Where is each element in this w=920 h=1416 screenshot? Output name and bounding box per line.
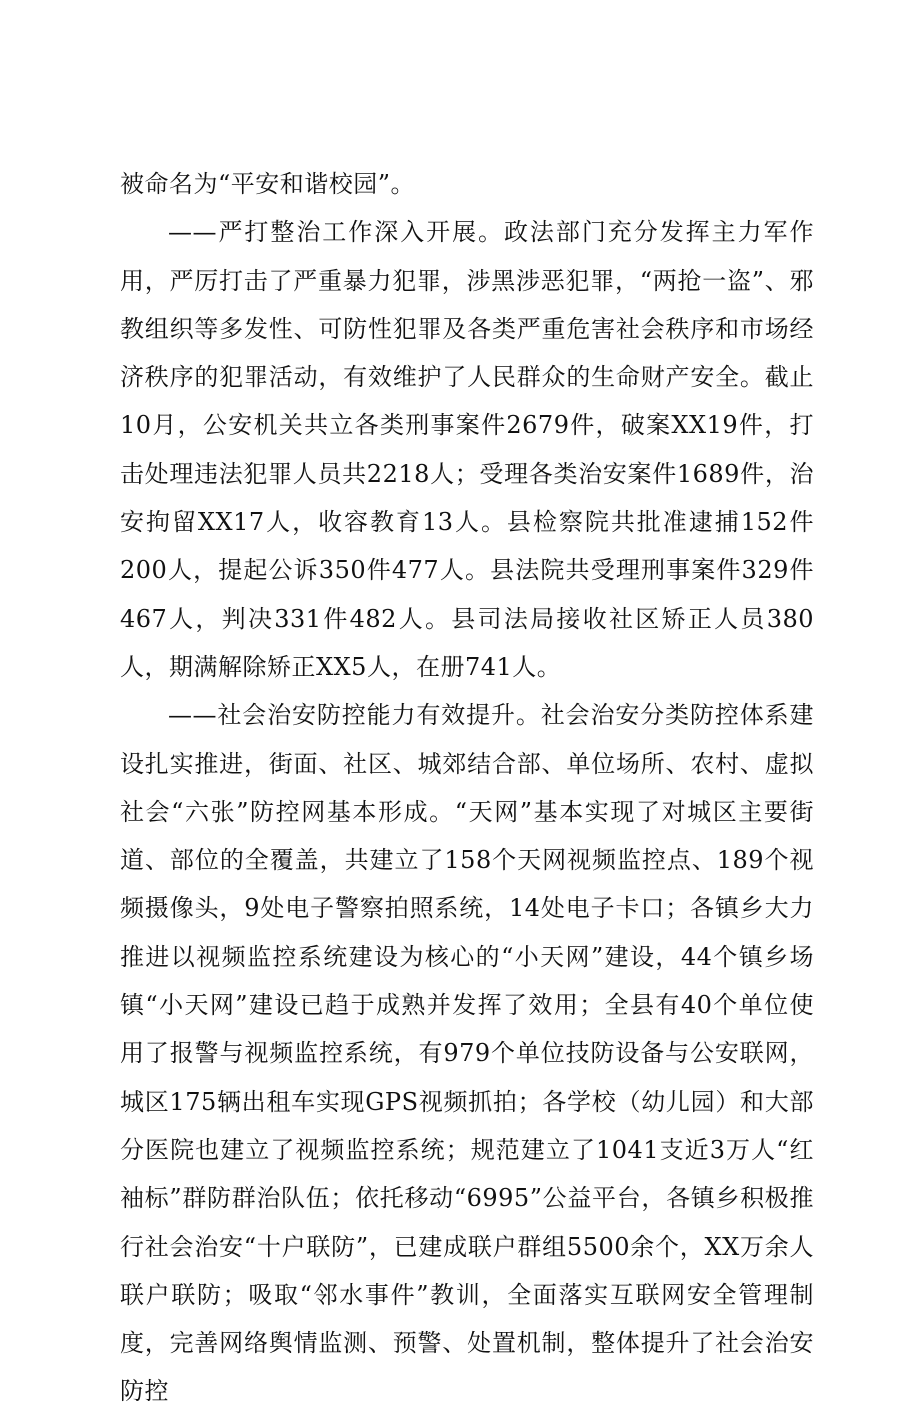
- paragraph-prevention: ——社会治安防控能力有效提升。社会治安分类防控体系建设扎实推进，街面、社区、城郊结合部、单位场所、农村、虚拟社会“六张”防控网基本形成。“天网”基本实现了对城区主要街道、部位的全覆盖，共建立了158个天网视频监控点、189个视频摄像头，9处电子警察拍照系统，14处电子卡口；各镇乡大力推进以视频监控系统建设为核心的“小天网”建设，44个镇乡场镇“小天网”建设已趋于成熟并发挥了效用；全县有40个单位使用了报警与视频监控系统，有979个单位技防设备与公安联网，城区175辆出租车实现GPS视频抓拍；各学校（幼儿园）和大部分医院也建立了视频监控系统；规范建立了1041支近3万人“红袖标”群防群治队伍；依托移动“6995”公益平台，各镇乡积极推行社会治安“十户联防”，已建成联户群组5500余个，XX万余人联户联防；吸取“邻水事件”教训，全面落实互联网安全管理制度，完善网络舆情监测、预警、处置机制，整体提升了社会治安防控: [120, 701, 814, 1406]
- document-body: [120, 160, 814, 1416]
- paragraph-continuation: 被命名为“平安和谐校园”。: [120, 170, 416, 198]
- paragraph-crackdown: ——严打整治工作深入开展。政法部门充分发挥主力军作用，严厉打击了严重暴力犯罪，涉黑涉恶犯罪，“两抢一盗”、邪教组织等多发性、可防性犯罪及各类严重危害社会秩序和市场经济秩序的犯罪活动，有效维护了人民群众的生命财产安全。截止10月，公安机关共立各类刑事案件2679件，破案XX19件，打击处理违法犯罪人员共2218人；受理各类治安案件1689件，治安拘留XX17人，收容教育13人。县检察院共批准逮捕152件200人，提起公诉350件477人。县法院共受理刑事案件329件467人，判决331件482人。县司法局接收社区矫正人员380人，期满解除矫正XX5人，在册741人。: [120, 218, 814, 681]
